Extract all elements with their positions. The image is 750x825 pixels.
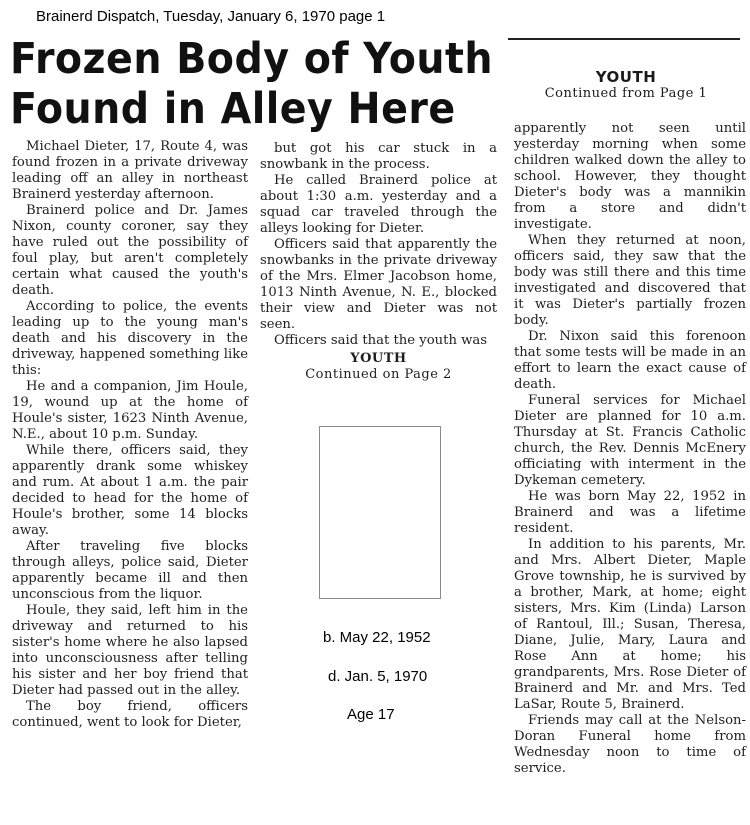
paragraph: Friends may call at the Nelson-Doran Funeral home from Wednesday noon to time of service. (514, 713, 746, 776)
jump-continued-on: Continued on Page 2 (305, 367, 452, 382)
article-column-1 (12, 139, 248, 731)
paragraph: Houle, they said, left him in the driveway and returned to his sister's home where he also lapsed into unconsciousness after telling his sister and her boy friend that Dieter had passed out in the alley. (12, 603, 248, 698)
paragraph: When they returned at noon, officers said, they saw that the body was still there and this time investigated and discovered that it was Dieter's partially frozen body. (514, 233, 746, 328)
page-caption: Brainerd Dispatch, Tuesday, January 6, 1970 page 1 (36, 8, 386, 25)
photo-placeholder (319, 426, 441, 599)
headline-line-2: Found in Alley Here (10, 84, 456, 134)
paragraph: In addition to his parents, Mr. and Mrs. Albert Dieter, Maple Grove township, he is survived by a brother, Mark, at home; eight sisters, Mrs. Kim (Linda) Larson of Rantoul, Ill.; Susan, Theresa, Diane, Julie, Mary, Laura and Rose Ann at home; his grandparents, Mrs. Rose Dieter of Brainerd and Mr. and Mrs. Ted LaSar, Route 5, Brainerd. (514, 537, 746, 712)
jump-line (260, 351, 497, 383)
paragraph: Dr. Nixon said this forenoon that some tests will be made in an effort to learn the exact cause of death. (514, 329, 746, 392)
continued-from-line: Continued from Page 1 (544, 86, 708, 101)
jump-keyword: YOUTH (350, 351, 407, 366)
paragraph: Funeral services for Michael Dieter are planned for 10 a.m. Thursday at St. Francis Catholic church, the Rev. Dennis McEnery officiating with interment in the Dykeman cemetery. (514, 393, 746, 488)
paragraph: After traveling five blocks through alleys, police said, Dieter apparently became ill and then unconscious from the liquor. (12, 539, 248, 602)
paragraph: but got his car stuck in a snowbank in the process. (260, 141, 497, 172)
death-date: d. Jan. 5, 1970 (328, 668, 428, 685)
continued-keyword: YOUTH (595, 68, 657, 86)
paragraph: Brainerd police and Dr. James Nixon, county coroner, say they have ruled out the possibility of foul play, but aren't completely certain what caused the youth's death. (12, 203, 248, 298)
paragraph: Michael Dieter, 17, Route 4, was found frozen in a private driveway leading off an alley in northeast Brainerd yesterday afternoon. (12, 139, 248, 202)
paragraph: He called Brainerd police at about 1:30 a.m. yesterday and a squad car traveled through the alleys looking for Dieter. (260, 173, 497, 236)
paragraph: The boy friend, officers continued, went to look for Dieter, (12, 699, 248, 730)
paragraph: According to police, the events leading up to the young man's death and his discovery in the driveway, happened something like this: (12, 299, 248, 378)
article-column-3 (514, 121, 746, 777)
continued-box-top-rule (508, 38, 740, 40)
headline-line-1: Frozen Body of Youth (10, 34, 493, 84)
article-column-2 (260, 141, 497, 383)
birth-date: b. May 22, 1952 (323, 629, 431, 646)
paragraph: Officers said that the youth was (274, 333, 488, 348)
paragraph: He was born May 22, 1952 in Brainerd and was a lifetime resident. (514, 489, 746, 536)
paragraph: While there, officers said, they apparently drank some whiskey and rum. At about 1 a.m. the pair decided to head for the home of Houle's brother, some 14 blocks away. (12, 443, 248, 538)
headline (10, 34, 493, 134)
continued-header (512, 68, 740, 101)
paragraph: He and a companion, Jim Houle, 19, wound up at the home of Houle's sister, 1623 Ninth Avenue, N.E., about 10 p.m. Sunday. (12, 379, 248, 442)
paragraph: apparently not seen until yesterday morning when some children walked down the alley to school. However, they thought Dieter's body was a mannikin from a store and didn't investigate. (514, 121, 746, 232)
age: Age 17 (347, 706, 395, 723)
paragraph: Officers said that apparently the snowbanks in the private driveway of the Mrs. Elmer Jacobson home, 1013 Ninth Avenue, N. E., blocked their view and Dieter was not seen. (260, 237, 497, 332)
